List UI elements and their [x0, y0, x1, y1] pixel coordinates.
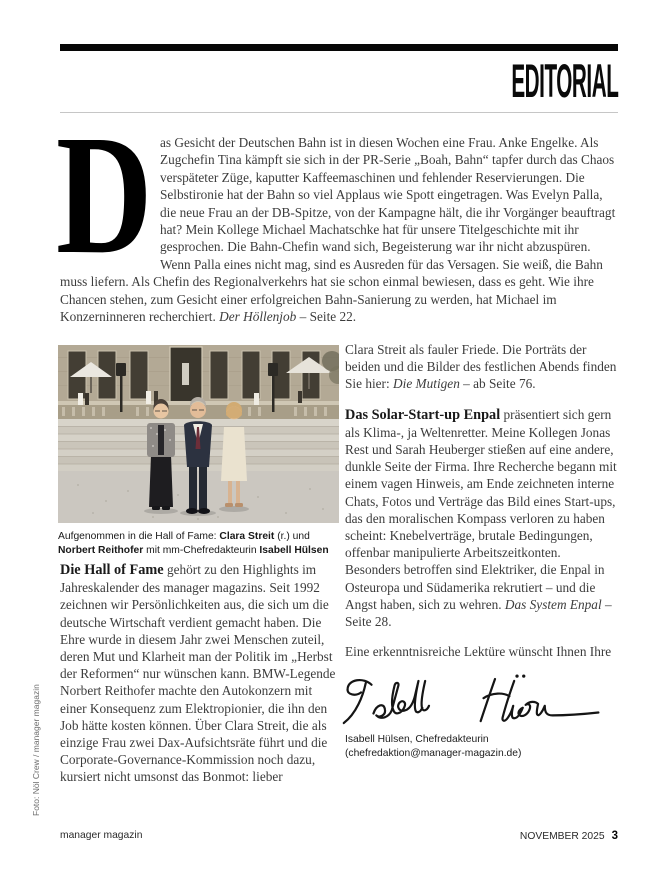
left-column-text: gehört zu den Highlights im Jahreskalender des manager magazins. Seit 1992 zeichnen wir Persönlichkeiten aus, die sich um die deutsche Wirtschaft verdient gemacht haben. Die Ehre wurde in diesem Jahr zwei Menschen zuteil, deren Mut und Klarheit man der Politik im „Herbst der Reformen“ nur wünschen kann. BMW-Legende Norbert Reithofer machte den Autokonzern mit einer Konsequenz zum Elektropionier, die ihn den Job hätte kosten können. Über Clara Streit, die als einzige Frau zwei Dax-Aufsichtsräte führt und die Corporate-Governance-Kommission noch dazu, kursiert nicht umsonst das Bonmot: lieber: [60, 562, 336, 785]
closing-line: Eine erkenntnisreiche Lektüre wünscht Ihnen Ihre: [345, 644, 612, 660]
signer-email: (chefredaktion@manager-magazin.de): [345, 747, 522, 759]
footer-issue-date: NOVEMBER 2025: [519, 831, 605, 842]
right-column-bold-lead: Das Solar-Start-up Enpal: [345, 406, 501, 423]
lead-paragraph: [60, 134, 618, 325]
lead-page-ref: – Seite 22.: [296, 309, 357, 325]
caption-name-clara-streit: Clara Streit: [219, 531, 275, 542]
photo-credit: Foto: Nöl Crew / manager magazin: [31, 684, 41, 816]
header-rule-thick: [60, 44, 618, 51]
caption-text: (r.) und: [274, 531, 310, 542]
caption-name-norbert-reithofer: Norbert Reithofer: [58, 544, 144, 556]
page-ref: – ab Seite 76.: [459, 376, 536, 392]
lead-article-title: Der Höllenjob: [219, 309, 297, 325]
right-column-paragraph-2: [345, 406, 619, 631]
paragraph-text: präsentiert sich gern als Klima-, ja Weltenretter. Meine Kollegen Jonas Rest und Sarah Heuberger stießen auf eine andere, dunkle Seite der Firma. Ihre Recherche begann mit einem vagen Hinweis, am Ende zeichneten interne Chats, Fotos und Verträge das Bild eines Start-ups, das den moralischen Kompass verloren zu haben scheint: Knebelverträge, brutale Bedingungen, offenbar manipulierte Arbeitszeitkonten. Besonders betroffen sind Elektriker, die Enpal in Osteuropa und Südamerika rekrutiert – und die Angst haben, sich zu wehren.: [345, 406, 617, 612]
caption-text: mit mm-Chefredakteurin: [143, 544, 260, 556]
footer-magazine-name: manager magazin: [60, 830, 143, 841]
footer-issue: [520, 830, 618, 842]
caption-name-isabell-huelsen: Isabell Hülsen: [259, 544, 329, 556]
left-column-bold-lead: Die Hall of Fame: [60, 562, 164, 578]
dropcap-spacer: [60, 134, 160, 256]
paragraph-text: Clara Streit als fauler Friede. Die Porträts der beiden und die Bilder des festlichen Abends finden Sie hier:: [345, 342, 617, 392]
article-title-das-system-enpal: Das System Enpal: [504, 596, 602, 612]
page-ref: – Seite 28.: [345, 596, 612, 630]
signer-block: [345, 733, 619, 760]
right-column: [345, 341, 619, 760]
footer-page-number: 3: [611, 830, 618, 842]
caption-text: Aufgenommen in die Hall of Fame:: [58, 531, 220, 542]
hall-of-fame-photo-illustration: [58, 345, 339, 523]
hall-of-fame-photo: [58, 345, 339, 523]
photo-caption: [58, 530, 339, 557]
signer-name: Isabell Hülsen, Chefredakteurin: [345, 734, 489, 746]
section-title: EDITORIAL: [510, 54, 618, 107]
right-column-paragraph-1: [345, 341, 619, 393]
dropcap-letter: D: [56, 100, 153, 289]
lead-text: as Gesicht der Deutschen Bahn ist in diesen Wochen eine Frau. Anke Engelke. Als Zugchefin Tina kämpft sie sich in der PR-Serie „Boah, Bahn“ tapfer durch das Chaos verspäteter Züge, kaputter Kaffeemaschinen und fehlender Reservierungen. Die Selbstironie hat der Bahn so viel Applaus wie Spott eingetragen. Was Evelyn Palla, die neue Frau an der DB-Spitze, von der Kampagne hält, die ihr Vorgänger beauftragt hat? Mein Kollege Michael Machatschke hat für unsere Titelgeschichte mit ihr gesprochen. Die Bahn-Chefin wand sich, Begeisterung war ihr nicht abzuspüren. Wenn Palla eines nicht mag, sind es Ausreden für das Versagen. Sie weiß, die Bahn muss liefern. Als Chefin des Regionalverkehrs hat sie schon einmal bewiesen, dass es geht. Wie ihre Chancen stehen, zum Gesicht einer erfolgreichen Bahn-Sanierung zu werden, hat Michael im Konzerninneren recherchiert.: [60, 135, 616, 325]
left-column-paragraph: [60, 561, 342, 786]
article-title-die-mutigen: Die Mutigen: [393, 376, 460, 392]
signature-isabell-huelsen: [339, 673, 607, 731]
